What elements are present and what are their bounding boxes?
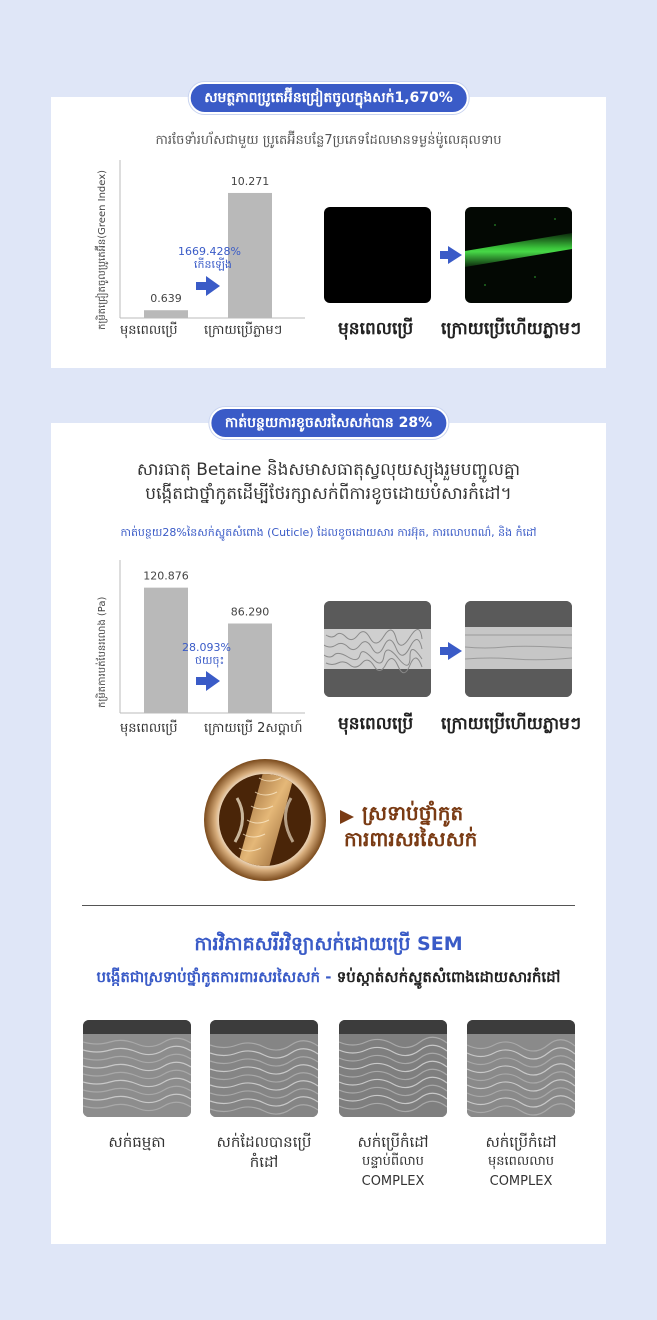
chart2-value-label-0: 120.876	[143, 569, 189, 583]
sem-texture	[210, 1020, 318, 1117]
chart2-arrow-head	[206, 671, 220, 691]
damage-badge: កាត់បន្ថយការខូចសរសៃសក់បាន 28%	[209, 407, 448, 439]
micro-after-label: ក្រោយប្រើហើយភ្លាមៗ	[441, 319, 582, 339]
sem-sample-image-1	[83, 1020, 191, 1117]
sem-caption-line1: សក់ប្រើកំដៅ	[357, 1133, 429, 1151]
chart1-increase-word: កើនឡើង	[194, 258, 232, 271]
damage-note: កាត់បន្ថយ28%នៃសក់ស្នូតសំពោង (Cuticle) ដែលខូចដោយសារ ការអ៊ុត, ការលោបពណ៌, និង កំដៅ	[120, 526, 537, 539]
sem-subtitle-part2: ទប់ស្កាត់សក់ស្នូតសំពោងដោយសារកំដៅ	[336, 968, 561, 986]
damage-headline-line1: សារធាតុ Betaine និងសមាសធាតុស្វលុយស្យុងរួមបញ្ចូលគ្នា	[136, 460, 521, 480]
sem-caption-line2: មុនពេលលាប	[487, 1154, 554, 1169]
micro-after-image	[465, 207, 572, 303]
section-divider	[82, 905, 575, 906]
micro1-arrow-icon	[448, 246, 462, 264]
sem-before-strand	[324, 601, 431, 697]
chart1-category-before: មុនពេលប្រើ	[120, 323, 178, 338]
chart2-category-after: ក្រោយប្រើ 2សប្តាហ៍	[204, 721, 303, 736]
coating-text-line2: ការពារសរសៃសក់	[344, 827, 478, 851]
sem-sample-image-4	[467, 1020, 575, 1117]
chart2-y-axis-label: កម្រិតការបត់បែនរលោង (Pa)	[97, 596, 108, 708]
chart1-value-label-1: 10.271	[230, 174, 270, 188]
coated-hair-icon	[203, 758, 327, 882]
micro-before-label: មុនពេលប្រើ	[338, 319, 414, 339]
chart2-bar-1	[228, 624, 272, 713]
sem-after-image	[465, 601, 572, 697]
coating-text-line1: ស្រទាប់ថ្នាំកូត	[362, 801, 464, 825]
chart1	[110, 160, 310, 320]
chart1-increase-pct: 1669.428%	[178, 245, 241, 258]
sem-caption-line1: សក់ធម្មតា	[108, 1133, 166, 1151]
penetration-subtitle: ការចែទាំរហ័សជាមួយ ប្រូតេអ៊ីនបន្លែ7ប្រភេទដែលមានទម្ងន់ម៉ូលេគុលទាប	[155, 133, 502, 148]
damage-headline-line2: បង្កើតជាថ្នាំកូតដើម្បីថែរក្សាសក់ពីការខូចដោយបំសារកំដៅ។	[145, 484, 512, 504]
chart1-bar-0	[144, 310, 188, 318]
sem-caption-line3: COMPLEX	[361, 1174, 425, 1189]
sem-before-label: មុនពេលប្រើ	[338, 714, 414, 734]
chart2-decrease-pct: 28.093%	[182, 641, 231, 654]
sem-after-strand	[465, 601, 572, 697]
chart2	[110, 560, 310, 715]
sem-texture	[467, 1020, 575, 1117]
sem-texture	[83, 1020, 191, 1117]
sem-texture	[339, 1020, 447, 1117]
chart1-category-after: ក្រោយប្រើភ្លាមៗ	[204, 323, 283, 338]
sem-title: ការវិភាគសរីរវិទ្យាសក់ដោយប្រើ SEM	[194, 933, 463, 955]
coating-text	[344, 800, 478, 852]
sem-caption-line2: បន្ទាប់ពីលាប	[362, 1154, 424, 1169]
sem-caption-line3: COMPLEX	[489, 1174, 553, 1189]
sem-before-image	[324, 601, 431, 697]
chart1-value-label-0: 0.639	[150, 292, 182, 306]
chart2-value-label-1: 86.290	[230, 605, 270, 619]
damage-headline	[0, 458, 657, 506]
penetration-badge: សមត្ថភាពប្រូតេអ៊ីនជ្រៀតចូលក្នុងសក់1,670%	[188, 82, 469, 114]
sem-subtitle-part1: បង្កើតជាស្រទាប់ថ្នាំកូតការពារសរសៃសក់ -	[96, 968, 337, 986]
chart1-y-axis-label: កម្រិតជ្រៀតចូលប្រូតេអ៊ីន(Green Index)	[97, 169, 108, 330]
sem-sample-caption-4	[466, 1132, 576, 1192]
sem-sample-caption-3	[338, 1132, 448, 1192]
sem-arrow-icon	[448, 642, 462, 660]
sem-subtitle	[0, 968, 657, 990]
chart2-category-before: មុនពេលប្រើ	[120, 721, 178, 736]
sem-sample-caption-2	[209, 1132, 319, 1172]
chart1-arrow-head	[206, 276, 220, 296]
chart2-decrease-word: ថយចុះ	[195, 654, 225, 667]
damage-card	[51, 423, 606, 1244]
sem-sample-image-2	[210, 1020, 318, 1117]
coating-illustration	[203, 758, 327, 882]
sem-sample-image-3	[339, 1020, 447, 1117]
sem-caption-line1: សក់ប្រើកំដៅ	[485, 1133, 557, 1151]
sem-caption-line1: សក់ដែលបានប្រើកំដៅ	[216, 1133, 312, 1171]
sem-sample-caption-1	[82, 1132, 192, 1152]
fluorescent-hair-strand	[465, 207, 572, 303]
micro-before-image	[324, 207, 431, 303]
coating-arrow-icon	[340, 810, 354, 824]
sem-after-label: ក្រោយប្រើហើយភ្លាមៗ	[441, 714, 582, 734]
